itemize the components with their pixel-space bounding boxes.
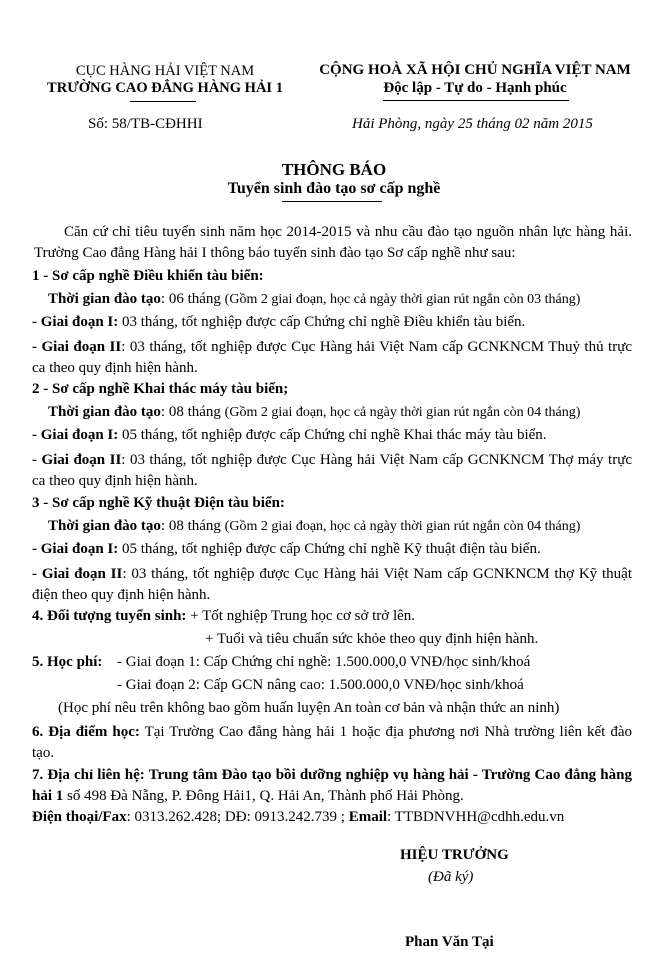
signatory-name: Phan Văn Tại bbox=[405, 934, 494, 950]
document-number: Số: 58/TB-CĐHHI bbox=[88, 116, 203, 132]
section-2-duration: Thời gian đào tạo: 08 tháng (Gồm 2 giai đoạn, học cả ngày thời gian rút ngắn còn 04 tháng) bbox=[48, 404, 581, 420]
section-3-duration: Thời gian đào tạo: 08 tháng (Gồm 2 giai đoạn, học cả ngày thời gian rút ngắn còn 04 tháng) bbox=[48, 518, 581, 534]
signatory-role: HIỆU TRƯỞNG bbox=[400, 847, 509, 863]
section-3-phase-2: - Giai đoạn II: 03 tháng, tốt nghiệp được Cục Hàng hải Việt Nam cấp GCNKNCM thợ Kỹ thuật điện theo quy định hiện hành. bbox=[32, 566, 632, 603]
school-name: TRƯỜNG CAO ĐẲNG HÀNG HẢI 1 bbox=[47, 80, 283, 96]
country-name: CỘNG HOÀ XÃ HỘI CHỦ NGHĨA VIỆT NAM bbox=[319, 62, 631, 78]
section-1-duration: Thời gian đào tạo: 06 tháng (Gồm 2 giai đoạn, học cả ngày thời gian rút ngắn còn 03 tháng) bbox=[48, 291, 581, 307]
section-3-phase-1: - Giai đoạn I: 05 tháng, tốt nghiệp được cấp Chứng chỉ nghề Kỹ thuật điện tàu biển. bbox=[32, 541, 541, 557]
section-2-phase-1: - Giai đoạn I: 05 tháng, tốt nghiệp được cấp Chứng chỉ nghề Khai thác máy tàu biển. bbox=[32, 427, 547, 443]
section-5-fee-1: - Giai đoạn 1: Cấp Chứng chỉ nghề: 1.500.000,0 VNĐ/học sinh/khoá bbox=[117, 654, 531, 670]
signed-note: (Đã ký) bbox=[428, 869, 474, 885]
section-3-heading: 3 - Sơ cấp nghề Kỹ thuật Điện tàu biển: bbox=[32, 495, 285, 511]
section-2-phase-2: - Giai đoạn II: 03 tháng, tốt nghiệp được Cục Hàng hải Việt Nam cấp GCNKNCM Thợ máy trực ca theo quy định hiện hành. bbox=[32, 452, 632, 489]
section-1-heading: 1 - Sơ cấp nghề Điều khiển tàu biển: bbox=[32, 268, 264, 284]
section-5-fee-2: - Giai đoạn 2: Cấp GCN nâng cao: 1.500.000,0 VNĐ/học sinh/khoá bbox=[117, 677, 524, 693]
motto: Độc lập - Tự do - Hạnh phúc bbox=[383, 80, 567, 96]
intro-paragraph: Căn cứ chỉ tiêu tuyển sinh năm học 2014-2015 và nhu cầu đào tạo nguồn nhân lực hàng hải. Trường Cao đẳng Hàng hải I thông báo tuyển sinh đào tạo Sơ cấp nghề như sau: bbox=[34, 224, 632, 261]
section-5-note: (Học phí nêu trên không bao gồm huấn luyện An toàn cơ bản và nhận thức an ninh) bbox=[58, 700, 560, 716]
school-underline bbox=[130, 101, 196, 102]
section-4-line-1: 4. Đối tượng tuyển sinh: + Tốt nghiệp Trung học cơ sở trở lên. bbox=[32, 608, 416, 624]
motto-underline bbox=[383, 100, 569, 101]
section-4-line-2: + Tuổi và tiêu chuẩn sức khỏe theo quy định hiện hành. bbox=[205, 631, 539, 647]
section-1-phase-1: - Giai đoạn I: 03 tháng, tốt nghiệp được cấp Chứng chỉ nghề Điều khiển tàu biển. bbox=[32, 314, 526, 330]
section-1-phase-2: - Giai đoạn II: 03 tháng, tốt nghiệp được Cục Hàng hải Việt Nam cấp GCNKNCM Thuỷ thủ trực ca theo quy định hiện hành. bbox=[32, 339, 632, 376]
section-2-heading: 2 - Sơ cấp nghề Khai thác máy tàu biển; bbox=[32, 381, 289, 397]
section-7-phone-email: Điện thoại/Fax: 0313.262.428; DĐ: 0913.242.739 ; Email: TTBDNVHH@cdhh.edu.vn bbox=[32, 809, 565, 825]
document-title: THÔNG BÁO bbox=[281, 160, 387, 179]
document-date: Hải Phòng, ngày 25 tháng 02 năm 2015 bbox=[352, 116, 593, 132]
section-7-contact: 7. Địa chỉ liên hệ: Trung tâm Đào tạo bồi dưỡng nghiệp vụ hàng hải - Trường Cao đẳng hàng hải 1 số 498 Đà Nẵng, P. Đông Hải1, Q. Hải An, Thành phố Hải Phòng. bbox=[32, 767, 632, 804]
document-subtitle: Tuyển sinh đào tạo sơ cấp nghề bbox=[227, 180, 441, 197]
title-underline bbox=[282, 201, 382, 202]
agency-name: CỤC HÀNG HẢI VIỆT NAM bbox=[75, 63, 255, 79]
section-5-label: 5. Học phí: bbox=[32, 654, 103, 670]
section-6-location: 6. Địa điểm học: Tại Trường Cao đẳng hàng hải 1 hoặc địa phương nơi Nhà trường liên kết đào tạo. bbox=[32, 724, 632, 761]
